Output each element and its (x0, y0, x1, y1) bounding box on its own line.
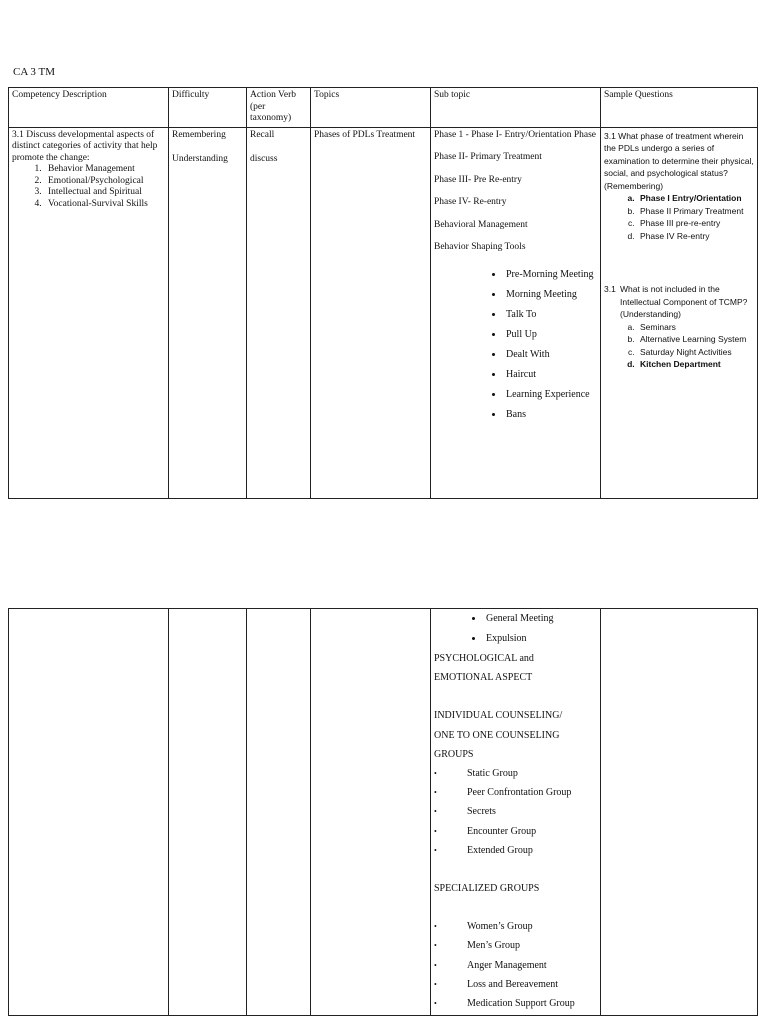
list-item: • Peer Confrontation Group (434, 783, 597, 802)
list-item: • Expulsion (484, 629, 597, 649)
action-verb-cell (247, 127, 311, 498)
header-subtopic: Sub topic (431, 88, 601, 128)
header-competency: Competency Description (9, 88, 169, 128)
question-1-stem: 3.1 What phase of treatment wherein the PDLs undergo a series of examination to determine their physical, social, and psychological status? (Remembering) (604, 130, 754, 191)
list-item: • Morning Meeting (504, 285, 597, 305)
list-item: • Anger Management (434, 956, 597, 975)
list-item: 3. Intellectual and Spiritual (44, 187, 165, 199)
list-item: • Haircut (504, 365, 597, 385)
subtopic-behavior-shaping-tools: Behavior Shaping Tools (434, 242, 526, 252)
difficulty-cell (169, 127, 247, 498)
table-header-row (9, 88, 758, 128)
list-item: 2. Emotional/Psychological (44, 176, 165, 188)
list-item: • Men’s Group (434, 936, 597, 955)
sample-questions-cell-empty (601, 609, 758, 1016)
difficulty-remembering: Remembering (172, 129, 226, 140)
option-b: b. Phase II Primary Treatment (637, 205, 754, 218)
subtopic-phase-4: Phase IV- Re-entry (434, 197, 507, 207)
tools-list-continued (434, 609, 597, 649)
list-item: • Pre-Morning Meeting (504, 265, 597, 285)
tools-list (434, 265, 597, 425)
list-item: • Women’s Group (434, 917, 597, 936)
table-row (9, 609, 758, 1016)
list-item: • Static Group (434, 764, 597, 783)
header-topics: Topics (311, 88, 431, 128)
counseling-heading: INDIVIDUAL COUNSELING/ ONE TO ONE COUNSELING GROUPS (434, 710, 563, 760)
psych-heading: PSYCHOLOGICAL and EMOTIONAL ASPECT (434, 653, 534, 684)
header-action-verb: Action Verb (per taxonomy) (247, 88, 311, 128)
subtopic-cell (431, 127, 601, 498)
document-title: CA 3 TM (13, 66, 55, 78)
question-2-number: 3.1 (604, 284, 616, 294)
list-item: • Medication Support Group (434, 994, 597, 1013)
competency-intro: 3.1 Discuss developmental aspects of distinct categories of activity that help promote the change: (12, 129, 158, 163)
option-d: d. Phase IV Re-entry (637, 230, 754, 243)
list-item: • Dealt With (504, 345, 597, 365)
list-item: • Learning Experience (504, 385, 597, 405)
list-item: • Bans (504, 405, 597, 425)
list-item: • Loss and Bereavement (434, 975, 597, 994)
competency-table-continued (8, 608, 758, 1016)
list-item: • General Meeting (484, 609, 597, 629)
competency-table (8, 87, 758, 499)
subtopic-phase-2: Phase II- Primary Treatment (434, 152, 542, 162)
specialized-groups-list (434, 917, 597, 1013)
competency-cell (9, 127, 169, 498)
option-a: a. Phase I Entry/Orientation (637, 192, 754, 205)
option-a: a. Seminars (637, 321, 754, 334)
specialized-heading: SPECIALIZED GROUPS (434, 883, 540, 895)
question-2-options (604, 321, 754, 371)
list-item: • Secrets (434, 802, 597, 821)
question-2-stem (604, 283, 754, 321)
list-item: • Extended Group (434, 841, 597, 860)
header-sample-questions: Sample Questions (601, 88, 758, 128)
counseling-groups-list (434, 764, 597, 860)
difficulty-cell-empty (169, 609, 247, 1016)
sample-questions-cell (601, 127, 758, 498)
subtopic-phase-3: Phase III- Pre Re-entry (434, 174, 522, 185)
header-difficulty: Difficulty (169, 88, 247, 128)
subtopic-behavioral-management: Behavioral Management (434, 219, 528, 230)
question-2-text: What is not included in the Intellectual Component of TCMP? (Understanding) (620, 284, 748, 319)
competency-cell-empty (9, 609, 169, 1016)
table-row (9, 127, 758, 498)
subtopic-phase-1: Phase 1 - Phase I- Entry/Orientation Phase (434, 129, 596, 140)
list-item: • Pull Up (504, 325, 597, 345)
option-d: d. Kitchen Department (637, 358, 754, 371)
category-list (12, 164, 165, 210)
list-item: • Encounter Group (434, 822, 597, 841)
verb-recall: Recall (250, 129, 275, 140)
option-c: c. Saturday Night Activities (637, 346, 754, 359)
list-item: 4. Vocational-Survival Skills (44, 199, 165, 211)
difficulty-understanding: Understanding (172, 154, 228, 164)
topic-cell: Phases of PDLs Treatment (311, 127, 431, 498)
subtopic-cell-continued (431, 609, 601, 1016)
list-item: • Talk To (504, 305, 597, 325)
question-1-options (604, 192, 754, 242)
action-verb-cell-empty (247, 609, 311, 1016)
option-c: c. Phase III pre-re-entry (637, 217, 754, 230)
topic-cell-empty (311, 609, 431, 1016)
list-item: 1. Behavior Management (44, 164, 165, 176)
option-b: b. Alternative Learning System (637, 333, 754, 346)
verb-discuss: discuss (250, 154, 278, 164)
